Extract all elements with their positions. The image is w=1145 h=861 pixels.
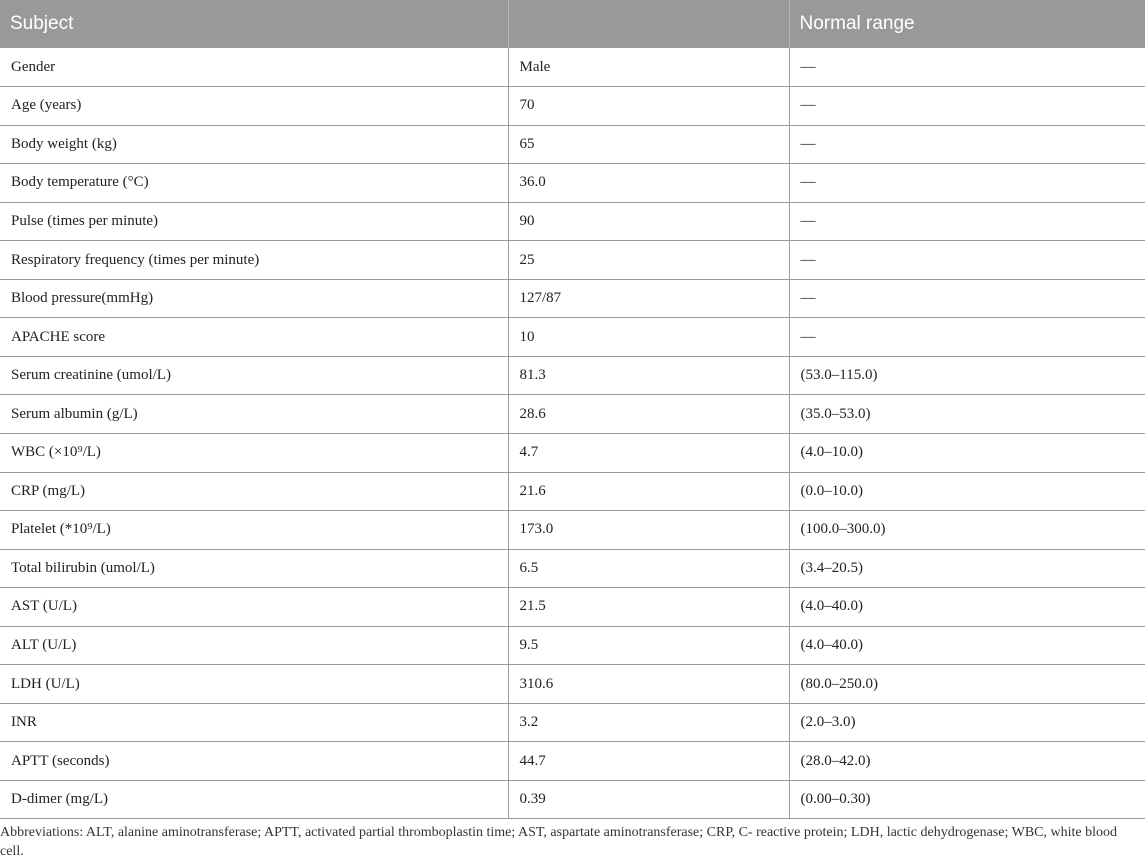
value-cell: 25 (508, 241, 789, 280)
normal-range-cell: (80.0–250.0) (789, 665, 1145, 704)
subject-cell: Age (years) (0, 87, 508, 126)
normal-range-cell: (3.4–20.5) (789, 549, 1145, 588)
normal-range-cell: (28.0–42.0) (789, 742, 1145, 781)
value-cell: 4.7 (508, 433, 789, 472)
normal-range-cell: (2.0–3.0) (789, 703, 1145, 742)
table-body (0, 48, 1145, 819)
normal-range-cell: — (789, 87, 1145, 126)
normal-range-cell: — (789, 202, 1145, 241)
value-cell: 28.6 (508, 395, 789, 434)
normal-range-cell: — (789, 318, 1145, 357)
normal-range-cell: (4.0–10.0) (789, 433, 1145, 472)
table-header (0, 0, 1145, 48)
value-cell: 44.7 (508, 742, 789, 781)
table-row (0, 202, 1145, 241)
subject-cell: APTT (seconds) (0, 742, 508, 781)
value-cell: 173.0 (508, 511, 789, 550)
normal-range-cell: (35.0–53.0) (789, 395, 1145, 434)
value-cell: 9.5 (508, 626, 789, 665)
table-row (0, 164, 1145, 203)
subject-cell: Platelet (*10⁹/L) (0, 511, 508, 550)
normal-range-cell: (53.0–115.0) (789, 356, 1145, 395)
table-row (0, 742, 1145, 781)
normal-range-cell: — (789, 125, 1145, 164)
value-cell: 21.6 (508, 472, 789, 511)
subject-cell: Pulse (times per minute) (0, 202, 508, 241)
value-cell: 81.3 (508, 356, 789, 395)
table-row (0, 356, 1145, 395)
table-row (0, 665, 1145, 704)
subject-cell: Serum albumin (g/L) (0, 395, 508, 434)
header-value (508, 0, 789, 48)
table-row (0, 703, 1145, 742)
subject-cell: CRP (mg/L) (0, 472, 508, 511)
normal-range-cell: — (789, 48, 1145, 87)
table-row (0, 318, 1145, 357)
normal-range-cell: — (789, 279, 1145, 318)
value-cell: 65 (508, 125, 789, 164)
table-row (0, 511, 1145, 550)
value-cell: 0.39 (508, 780, 789, 819)
subject-cell: APACHE score (0, 318, 508, 357)
header-normal-range: Normal range (789, 0, 1145, 48)
value-cell: 70 (508, 87, 789, 126)
value-cell: Male (508, 48, 789, 87)
header-subject: Subject (0, 0, 508, 48)
value-cell: 90 (508, 202, 789, 241)
subject-cell: Serum creatinine (umol/L) (0, 356, 508, 395)
table-row (0, 472, 1145, 511)
subject-cell: ALT (U/L) (0, 626, 508, 665)
table-row (0, 780, 1145, 819)
normal-range-cell: — (789, 164, 1145, 203)
subject-cell: Body temperature (°C) (0, 164, 508, 203)
value-cell: 310.6 (508, 665, 789, 704)
subject-cell: Blood pressure(mmHg) (0, 279, 508, 318)
table-row (0, 48, 1145, 87)
value-cell: 10 (508, 318, 789, 357)
abbreviations-footnote: Abbreviations: ALT, alanine aminotransferase; APTT, activated partial thromboplastin time; AST, aspartate aminotransferase; CRP, C- reactive protein; LDH, lactic dehydrogenase; WBC, white blood cell. (0, 825, 1117, 859)
subject-cell: Body weight (kg) (0, 125, 508, 164)
value-cell: 3.2 (508, 703, 789, 742)
normal-range-cell: — (789, 241, 1145, 280)
header-row (0, 0, 1145, 48)
normal-range-cell: (0.00–0.30) (789, 780, 1145, 819)
table-row (0, 395, 1145, 434)
table-row (0, 549, 1145, 588)
table-row (0, 433, 1145, 472)
normal-range-cell: (0.0–10.0) (789, 472, 1145, 511)
subject-cell: AST (U/L) (0, 588, 508, 627)
normal-range-cell: (4.0–40.0) (789, 626, 1145, 665)
table-row (0, 241, 1145, 280)
subject-cell: WBC (×10⁹/L) (0, 433, 508, 472)
value-cell: 36.0 (508, 164, 789, 203)
table-row (0, 588, 1145, 627)
value-cell: 127/87 (508, 279, 789, 318)
table-row (0, 87, 1145, 126)
normal-range-cell: (4.0–40.0) (789, 588, 1145, 627)
subject-cell: INR (0, 703, 508, 742)
subject-cell: Gender (0, 48, 508, 87)
normal-range-cell: (100.0–300.0) (789, 511, 1145, 550)
table-row (0, 279, 1145, 318)
subject-cell: Respiratory frequency (times per minute) (0, 241, 508, 280)
subject-cell: Total bilirubin (umol/L) (0, 549, 508, 588)
value-cell: 21.5 (508, 588, 789, 627)
table-row (0, 626, 1145, 665)
subject-cell: D-dimer (mg/L) (0, 780, 508, 819)
table-row (0, 125, 1145, 164)
value-cell: 6.5 (508, 549, 789, 588)
subject-cell: LDH (U/L) (0, 665, 508, 704)
